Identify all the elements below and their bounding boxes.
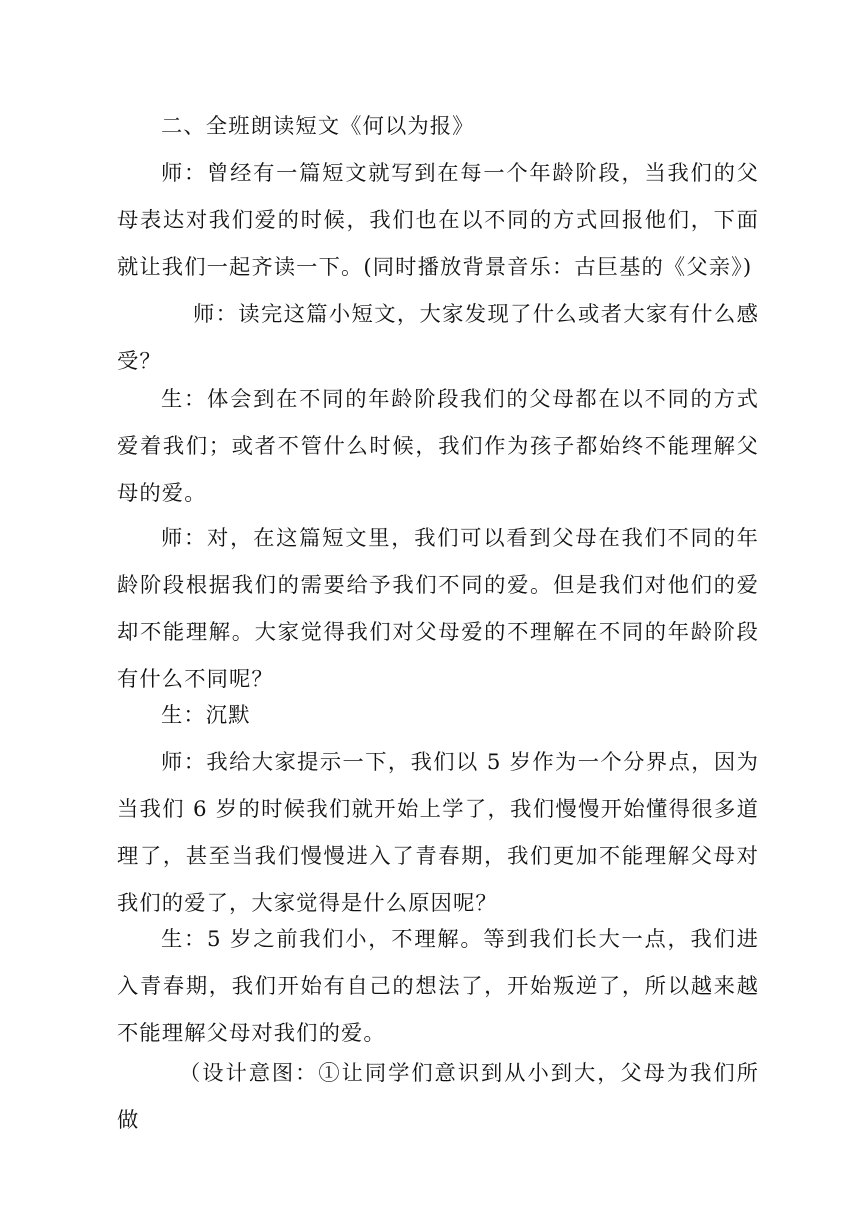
paragraph-teacher-4: 师：我给大家提示一下，我们以 5 岁作为一个分界点，因为当我们 6 岁的时候我们就开始上学了，我们慢慢开始懂得很多道理了，甚至当我们慢慢进入了青春期，我们更加不能理解父母对我们的爱了，大家觉得是什么原因呢？ [117, 750, 759, 916]
paragraph-design-intent: （设计意图：①让同学们意识到从小到大，父母为我们所做 [117, 1061, 759, 1133]
paragraph-student-2: 生：沉默 [161, 703, 251, 728]
paragraph-student-3: 生：5 岁之前我们小，不理解。等到我们长大一点，我们进入青春期，我们开始有自己的想法了，开始叛逆了，所以越来越不能理解父母对我们的爱。 [117, 927, 759, 1046]
paragraph-teacher-1: 师：曾经有一篇短文就写到在每一个年龄阶段，当我们的父母表达对我们爱的时候，我们也在以不同的方式回报他们，下面就让我们一起齐读一下。(同时播放背景音乐：古巨基的《父亲》) [117, 161, 759, 280]
paragraph-teacher-2: 师：读完这篇小短文，大家发现了什么或者大家有什么感受？ [117, 302, 759, 374]
paragraph-student-1: 生：体会到在不同的年龄阶段我们的父母都在以不同的方式爱着我们；或者不管什么时候，我们作为孩子都始终不能理解父母的爱。 [117, 387, 759, 506]
paragraph-teacher-3: 师：对，在这篇短文里，我们可以看到父母在我们不同的年龄阶段根据我们的需要给予我们不同的爱。但是我们对他们的爱却不能理解。大家觉得我们对父母爱的不理解在不同的年龄阶段有什么不同呢？ [117, 526, 759, 692]
section-heading: 二、全班朗读短文《何以为报》 [161, 114, 475, 139]
